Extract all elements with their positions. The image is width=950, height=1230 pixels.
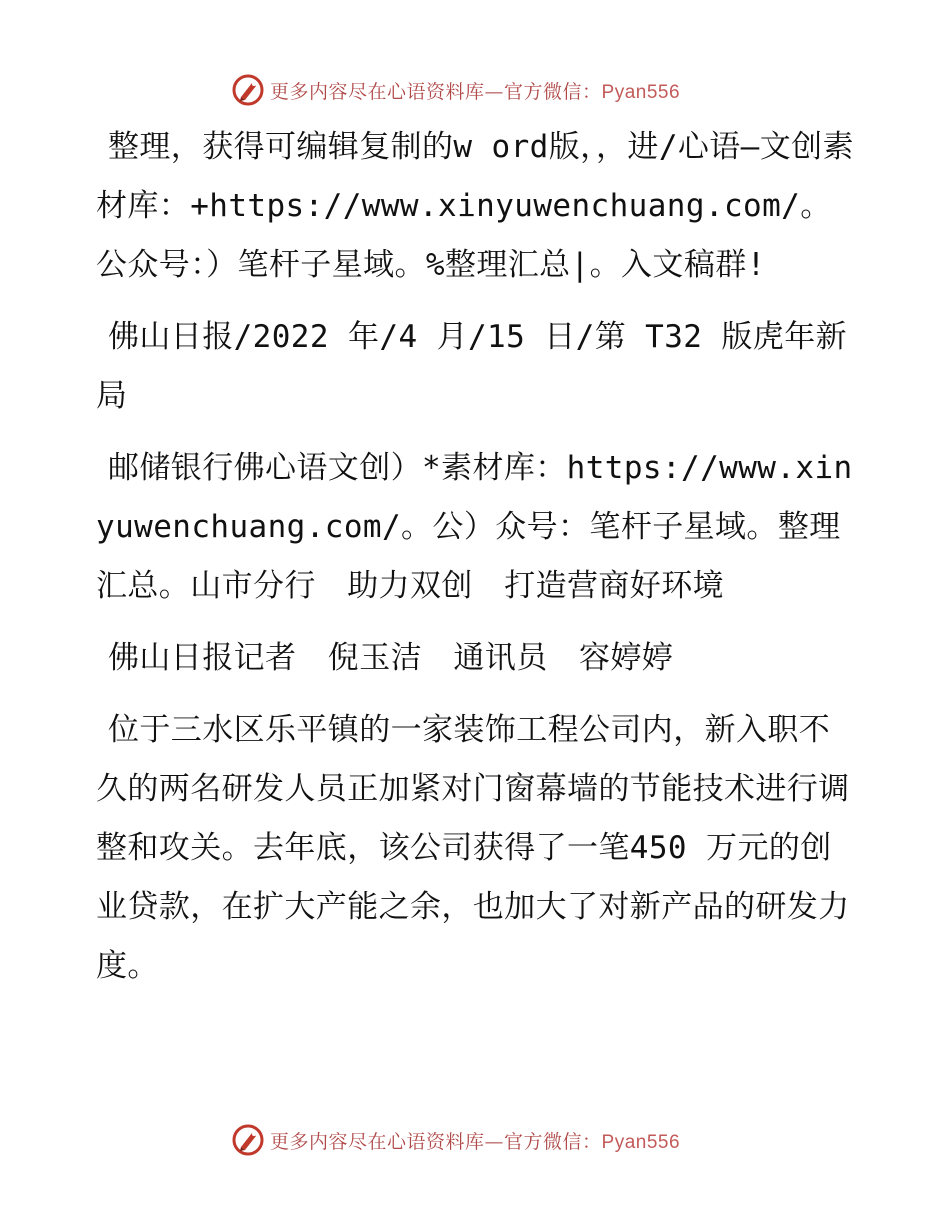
banner-wechat-id: Pyan556 xyxy=(601,81,681,103)
pen-logo-icon xyxy=(232,1124,264,1156)
banner-dash: — xyxy=(484,80,505,103)
header-banner-text xyxy=(270,77,680,104)
banner-wechat-label: 官方微信： xyxy=(504,1130,602,1153)
paragraph-headline: 邮储银行佛心语文创）*素材库：https://www.xinyuwenchuang.com/。公）众号：笔杆子星域。整理汇总。山市分行 助力双创 打造营商好环境 xyxy=(96,450,853,604)
footer-banner-text xyxy=(270,1127,680,1154)
paragraph-body: 位于三水区乐平镇的一家装饰工程公司内，新入职不久的两名研发人员正加紧对门窗幕墙的节能技术进行调整和攻关。去年底，该公司获得了一笔450 万元的创业贷款，在扩大产能之余，也加大了对新产品的研发力度。 xyxy=(96,712,850,984)
banner-main-text: 更多内容尽在心语资料库 xyxy=(270,80,485,103)
banner-wechat-id: Pyan556 xyxy=(601,1131,681,1153)
banner-main-text: 更多内容尽在心语资料库 xyxy=(270,1130,485,1153)
header-banner xyxy=(232,70,712,110)
paragraph-source: 佛山日报/2022 年/4 月/15 日/第 T32 版虎年新局 xyxy=(96,319,848,414)
footer-banner xyxy=(232,1120,712,1160)
pen-logo-icon xyxy=(232,74,264,106)
paragraph-intro: 整理，获得可编辑复制的w ord版，，进/心语—文创素材库：+https://www.xinyuwenchuang.com/。公众号：）笔杆子星域。%整理汇总|。入文稿群! xyxy=(96,129,854,283)
article-body xyxy=(96,118,856,1009)
banner-dash: — xyxy=(484,1130,505,1153)
banner-wechat-label: 官方微信： xyxy=(504,80,602,103)
paragraph-byline: 佛山日报记者 倪玉洁 通讯员 容婷婷 xyxy=(108,640,674,676)
